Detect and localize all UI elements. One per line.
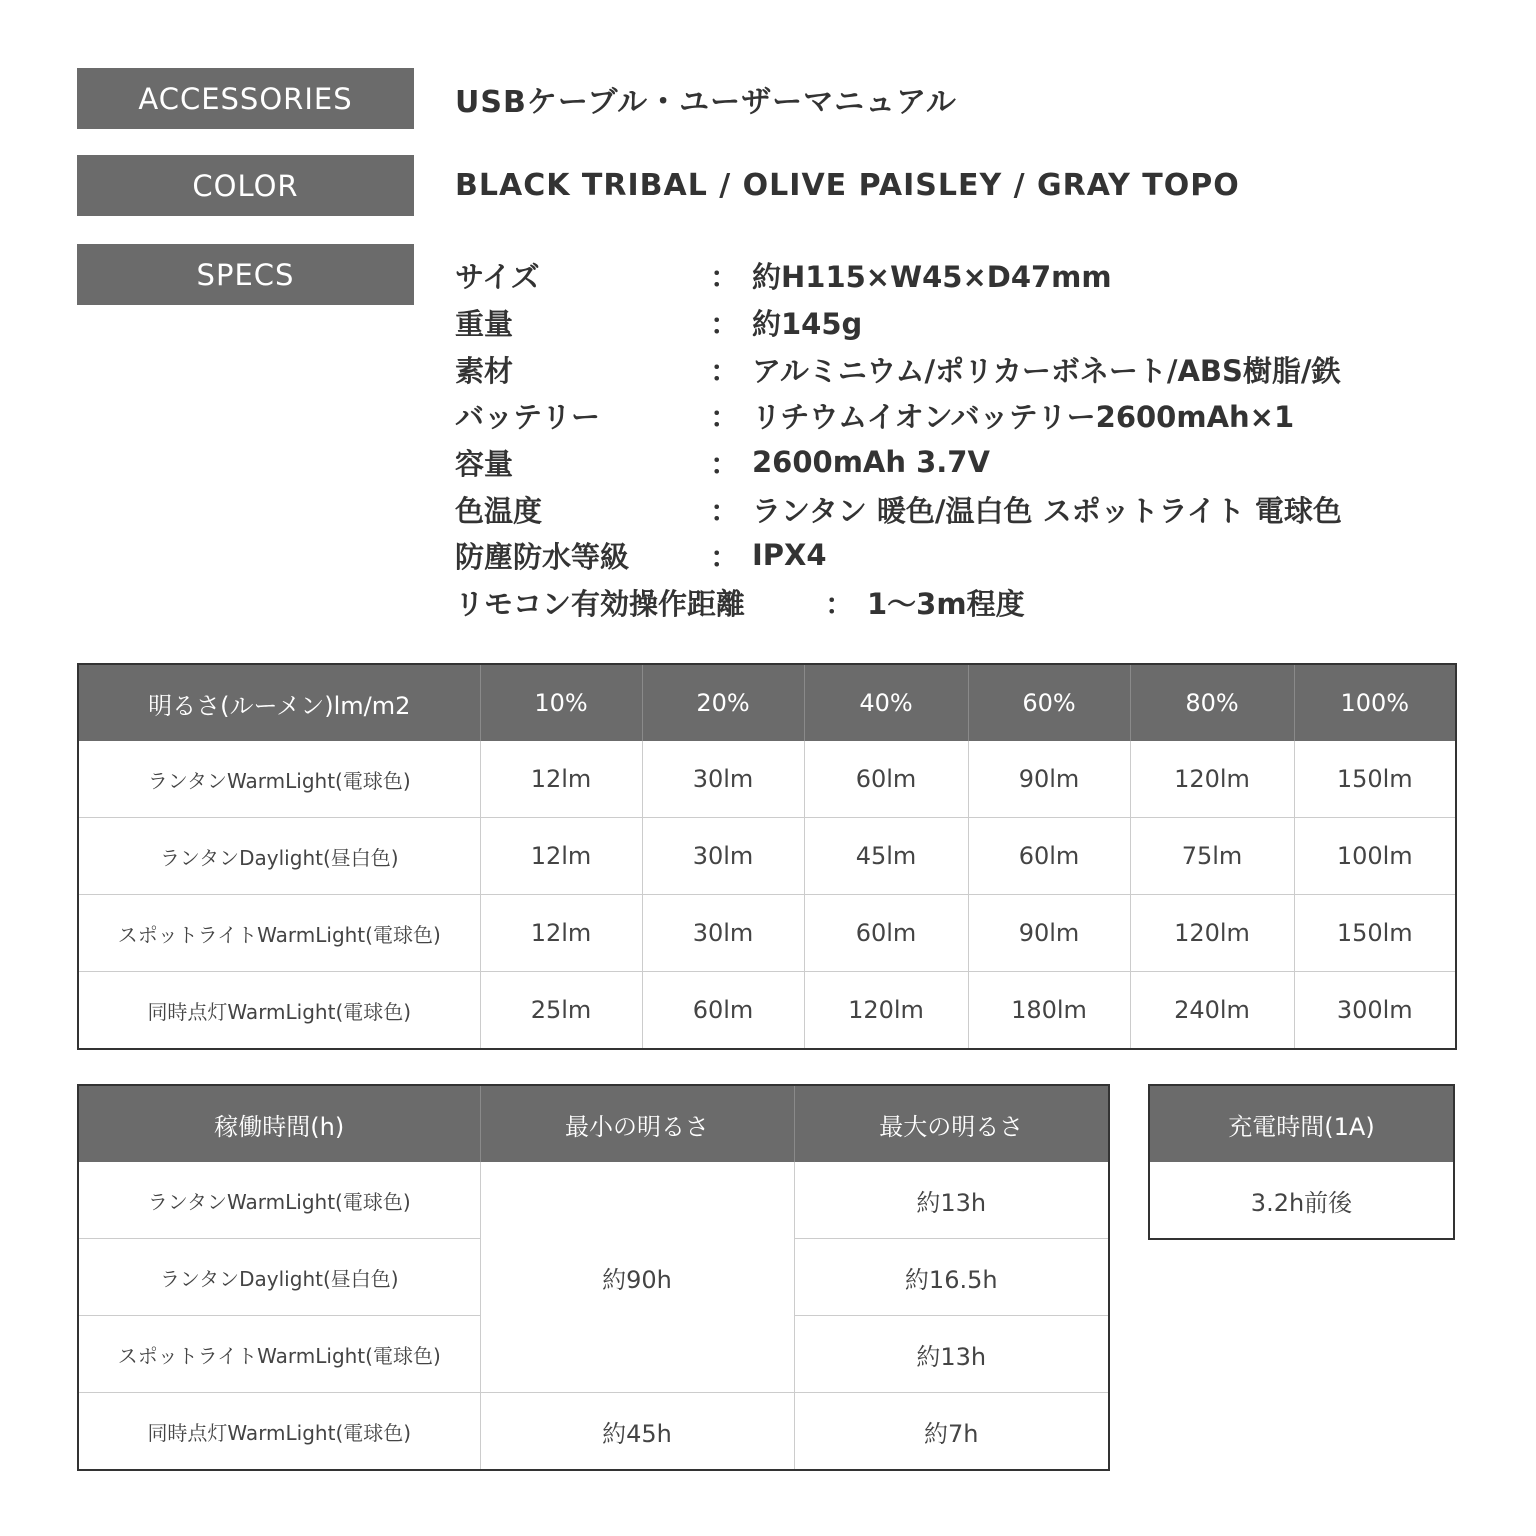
table-cell: 60lm (642, 972, 804, 1050)
table-row (78, 1393, 1109, 1471)
brightness-header-cell: 100% (1294, 664, 1456, 741)
runtime-table (77, 1084, 1110, 1471)
table-row (78, 741, 1456, 818)
runtime-header-cell: 最大の明るさ (794, 1085, 1109, 1162)
spec-key: バッテリー (455, 399, 601, 434)
table-cell: 300lm (1294, 972, 1456, 1050)
charge-value-cell: 3.2h前後 (1250, 1188, 1353, 1217)
runtime-header-cell: 最小の明るさ (480, 1085, 794, 1162)
charge-header-row (1149, 1085, 1454, 1162)
table-cell: 90lm (968, 895, 1130, 972)
row-label: スポットライトWarmLight(電球色) (78, 1316, 480, 1393)
table-cell: 30lm (642, 895, 804, 972)
table-cell: 150lm (1294, 741, 1456, 818)
table-cell: 約13h (794, 1316, 1109, 1393)
brightness-header-cell: 80% (1130, 664, 1294, 741)
table-cell: 25lm (480, 972, 642, 1050)
spec-value: 2600mAh 3.7V (752, 445, 990, 479)
table-cell: 12lm (480, 818, 642, 895)
spec-separator: ： (710, 306, 740, 341)
row-label: ランタンDaylight(昼白色) (78, 1239, 480, 1316)
spec-key: サイズ (455, 259, 540, 294)
spec-value: IPX4 (752, 538, 827, 572)
row-label: 同時点灯WarmLight(電球色) (78, 972, 480, 1050)
row-label: ランタンWarmLight(電球色) (147, 768, 411, 793)
row-label: ランタンDaylight(昼白色) (78, 818, 480, 895)
table-cell: 約13h (794, 1162, 1109, 1239)
spec-separator: ： (710, 353, 740, 388)
spec-value: アルミニウム/ポリカーボネート/ABS樹脂/鉄 (752, 353, 1341, 388)
spec-separator: ： (710, 493, 740, 528)
spec-value: ランタン 暖色/温白色 スポットライト 電球色 (752, 493, 1342, 528)
table-cell: 120lm (804, 972, 968, 1050)
table-cell: 75lm (1130, 818, 1294, 895)
table-cell: 120lm (1130, 895, 1294, 972)
row-label: スポットライトWarmLight(電球色) (78, 895, 480, 972)
spec-row (455, 299, 862, 345)
brightness-header-cell: 40% (804, 664, 968, 741)
spec-separator: ： (825, 586, 855, 621)
brightness-header-cell: 10% (480, 664, 642, 741)
spec-key: 防塵防水等級 (455, 539, 630, 574)
table-cell: 60lm (968, 818, 1130, 895)
row-label: 同時点灯WarmLight(電球色) (78, 1393, 480, 1471)
table-cell: 12lm (480, 741, 642, 818)
table-cell: 150lm (1294, 895, 1456, 972)
table-row (78, 1162, 1109, 1239)
row-label: ランタンWarmLight(電球色) (147, 1189, 411, 1214)
spec-value: リチウムイオンバッテリー2600mAh×1 (752, 399, 1295, 434)
color-label: COLOR (77, 155, 414, 216)
table-cell: 30lm (642, 741, 804, 818)
spec-row (455, 392, 1294, 438)
table-cell: 60lm (804, 741, 968, 818)
spec-separator: ： (710, 259, 740, 294)
spec-value: 約145g (752, 306, 863, 341)
brightness-header-cell: 20% (642, 664, 804, 741)
brightness-header-row (78, 664, 1456, 741)
spec-row (455, 252, 1112, 298)
charge-header-cell: 充電時間(1A) (1149, 1085, 1454, 1162)
brightness-header-cell: 60% (968, 664, 1130, 741)
spec-row (455, 579, 1025, 625)
runtime-header-cell: 稼働時間(h) (78, 1085, 480, 1162)
table-row (78, 818, 1456, 895)
table-row (78, 895, 1456, 972)
table-cell: 45lm (804, 818, 968, 895)
table-cell: 約7h (794, 1393, 1109, 1471)
color-value: BLACK TRIBAL / OLIVE PAISLEY / GRAY TOPO (455, 168, 1240, 203)
spec-row (455, 532, 827, 578)
spec-value: 約H115×W45×D47mm (752, 259, 1112, 294)
spec-separator: ： (710, 539, 740, 574)
charge-table (1148, 1084, 1455, 1240)
spec-row (455, 439, 990, 485)
table-row (1149, 1162, 1454, 1239)
brightness-header-cell: 明るさ(ルーメン)lm/m2 (78, 664, 480, 741)
brightness-table (77, 663, 1457, 1050)
table-cell: 60lm (804, 895, 968, 972)
table-cell: 約45h (480, 1393, 794, 1471)
spec-key: リモコン有効操作距離 (455, 586, 746, 621)
table-cell: 100lm (1294, 818, 1456, 895)
table-cell: 30lm (642, 818, 804, 895)
runtime-header-row (78, 1085, 1109, 1162)
spec-row (455, 346, 1340, 392)
spec-key: 容量 (455, 446, 514, 481)
table-cell: 90lm (968, 741, 1130, 818)
table-row (78, 972, 1456, 1050)
spec-separator: ： (710, 399, 740, 434)
spec-value: 1〜3m程度 (867, 586, 1025, 621)
accessories-value: USBケーブル・ユーザーマニュアル (455, 84, 957, 120)
spec-key: 色温度 (455, 493, 543, 528)
specs-label: SPECS (77, 244, 414, 305)
table-cell: 約16.5h (794, 1239, 1109, 1316)
accessories-label: ACCESSORIES (77, 68, 414, 129)
min-brightness-shared-cell: 約90h (480, 1162, 794, 1393)
table-cell: 240lm (1130, 972, 1294, 1050)
table-cell: 12lm (480, 895, 642, 972)
spec-key: 重量 (455, 306, 514, 341)
table-cell: 120lm (1130, 741, 1294, 818)
spec-key: 素材 (455, 353, 514, 388)
spec-separator: ： (710, 446, 740, 481)
table-cell: 180lm (968, 972, 1130, 1050)
spec-row (455, 486, 1342, 532)
